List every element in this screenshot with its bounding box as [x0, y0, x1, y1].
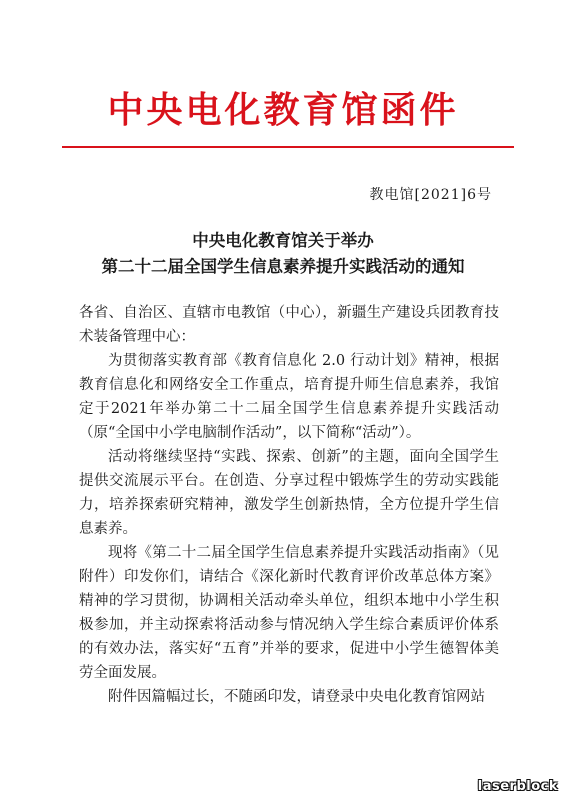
notice-body: [79, 301, 499, 709]
salutation: 各省、自治区、直辖市电教馆（中心），新疆生产建设兵团教育技术装备管理中心：: [79, 305, 499, 345]
notice-title-line-2: 第二十二届全国学生信息素养提升实践活动的通知: [101, 257, 465, 276]
body-paragraph-2: 活动将继续坚持“实践、探索、创新”的主题，面向全国学生提供交流展示平台。在创造、分享过程中锻炼学生的劳动实践能力，培养探索研究精神，激发学生创新热情，全方位提升学生信息素养。: [79, 449, 499, 537]
body-paragraph-4: 附件因篇幅过长，不随函印发，请登录中央电化教育馆网站: [108, 689, 485, 705]
watermark-logo: laserblock: [477, 779, 558, 794]
letterhead-red-rule: [62, 146, 514, 148]
document-number: 教电馆[2021]6号: [369, 187, 492, 203]
letterhead-title: 中央电化教育馆函件: [107, 89, 459, 131]
notice-title: [0, 228, 566, 280]
notice-title-line-1: 中央电化教育馆关于举办: [192, 231, 374, 250]
body-paragraph-1: 为贯彻落实教育部《教育信息化 2.0 行动计划》精神，根据教育信息化和网络安全工作重点，培育提升师生信息素养，我馆定于2021年举办第二十二届全国学生信息素养提升实践活动（原“全国中小学电脑制作活动”，以下简称“活动”）。: [79, 353, 499, 441]
body-paragraph-3: 现将《第二十二届全国学生信息素养提升实践活动指南》（见附件）印发你们，请结合《深化新时代教育评价改革总体方案》精神的学习贯彻，协调相关活动牵头单位，组织本地中小学生积极参加，并主动探索将活动参与情况纳入学生综合素质评价体系的有效办法，落实好“五育”并举的要求，促进中小学生德智体美劳全面发展。: [79, 545, 499, 681]
